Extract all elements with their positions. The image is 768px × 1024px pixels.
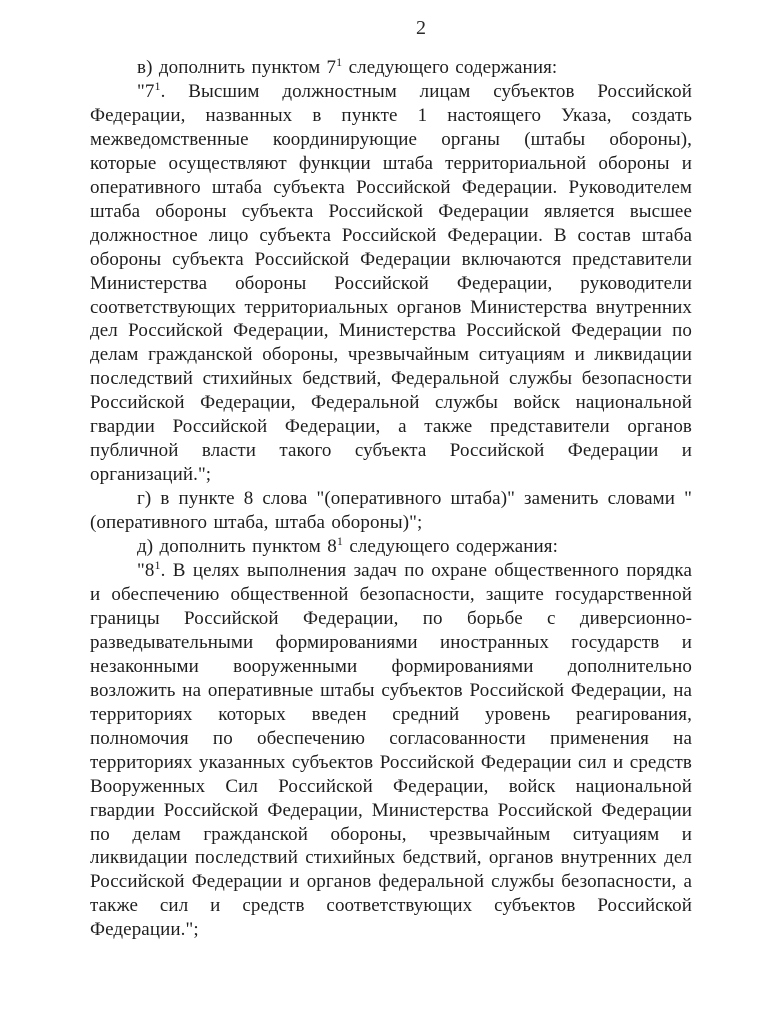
superscript-index: 1 [154, 78, 161, 93]
paragraph-text: "8 [137, 560, 155, 582]
paragraph-subitem-v [90, 56, 692, 80]
paragraph-text: . В целях выполнения задач по охране общественного порядка и обеспечению общественной безопасности, защите государственной границы Российской Федерации, по борьбе с диверсионно-разведывательными формированиями иностранных государств и незаконными вооруженными формированиями дополнительно возложить на оперативные штабы субъектов Российской Федерации, на территориях которых введен средний уровень реагирования, полномочия по обеспечению согласованности применения на территориях указанных субъектов Российской Федерации сил и средств Вооруженных Сил Российской Федерации, войск национальной гвардии Российской Федерации, Министерства Российской Федерации по делам гражданской обороны, чрезвычайным ситуациям и ликвидации последствий стихийных бедствий, органов внутренних дел Российской Федерации и органов федеральной службы безопасности, а также сил и средств соответствующих субъектов Российской Федерации."; [90, 560, 692, 941]
paragraph-subitem-d [90, 535, 692, 559]
superscript-index: 1 [154, 558, 161, 573]
paragraph-text: следующего содержания: [342, 57, 558, 78]
paragraph-text: "7 [137, 80, 155, 102]
paragraph-text: . Высшим должностным лицам субъектов Российской Федерации, названных в пункте 1 настоящего Указа, создать межведомственные координирующие органы (штабы обороны), которые осуществляют функции штаба территориальной обороны и оперативного штаба субъекта Российской Федерации. Руководителем штаба обороны субъекта Российской Федерации является высшее должностное лицо субъекта Российской Федерации. В состав штаба обороны субъекта Российской Федерации включаются представители Министерства обороны Российской Федерации, руководители соответствующих территориальных органов Министерства внутренних дел Российской Федерации, Министерства Российской Федерации по делам гражданской обороны, чрезвычайным ситуациям и ликвидации последствий стихийных бедствий, Федеральной службы безопасности Российской Федерации, Федеральной службы войск национальной гвардии Российской Федерации, а также представители органов публичной власти такого субъекта Российской Федерации и организаций."; [90, 80, 692, 486]
paragraph-text: следующего содержания: [342, 536, 559, 558]
paragraph-point-8-1 [90, 559, 692, 942]
page-number: 2 [416, 17, 426, 39]
document-body [90, 56, 692, 942]
paragraph-subitem-g [90, 487, 692, 535]
superscript-index: 1 [336, 534, 343, 549]
paragraph-text: в) дополнить пунктом 7 [137, 57, 337, 78]
superscript-index: 1 [336, 55, 343, 69]
paragraph-text: г) в пункте 8 слова "(оперативного штаба)" заменить словами "(оперативного штаба, штаба обороны)"; [90, 488, 692, 534]
paragraph-text: д) дополнить пунктом 8 [137, 536, 337, 558]
paragraph-point-7-1 [90, 80, 692, 487]
